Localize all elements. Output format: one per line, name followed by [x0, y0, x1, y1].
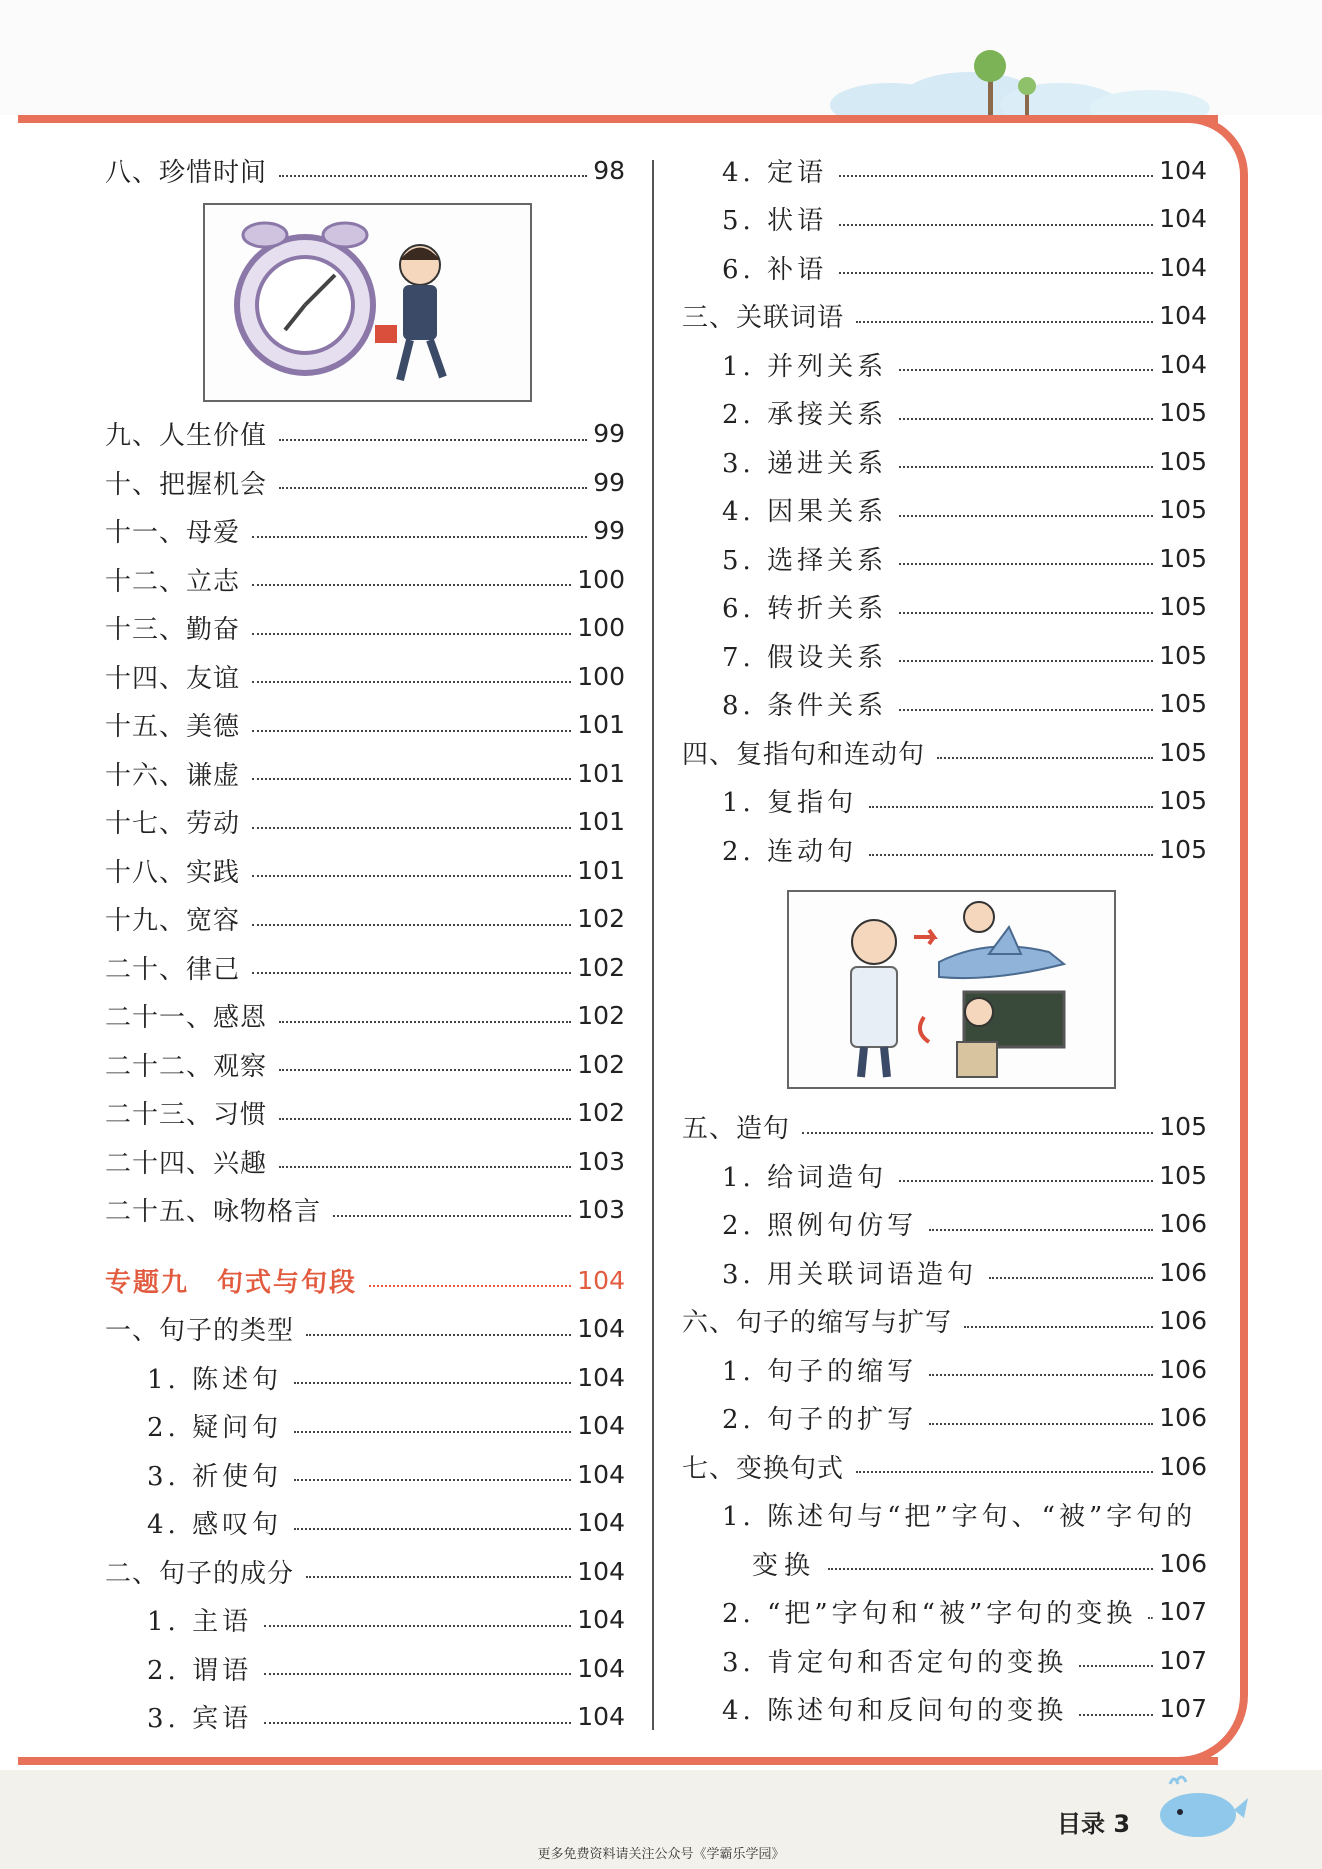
- leader-dots: [839, 272, 1153, 274]
- toc-entry-title: 5. 状语: [722, 206, 828, 237]
- leader-dots: [899, 709, 1153, 711]
- toc-entry-page: 98: [593, 155, 625, 185]
- toc-entry-page: 100: [577, 613, 625, 643]
- toc-entry[interactable]: [682, 1685, 1207, 1734]
- toc-entry[interactable]: [105, 1186, 625, 1235]
- leader-dots: [869, 854, 1153, 856]
- illustration-scientist-airplane-teacher: [787, 890, 1116, 1089]
- leader-dots: [306, 1576, 571, 1578]
- toc-entry-page: 104: [1159, 204, 1207, 234]
- toc-entry[interactable]: [105, 1137, 625, 1186]
- leader-dots: [252, 827, 571, 829]
- leader-dots: [899, 466, 1153, 468]
- toc-entry[interactable]: [682, 631, 1207, 680]
- toc-entry[interactable]: [105, 1256, 625, 1305]
- toc-entry[interactable]: [105, 1450, 625, 1499]
- leader-dots: [252, 875, 571, 877]
- leader-dots: [929, 1229, 1153, 1231]
- toc-entry-page: 99: [593, 419, 625, 449]
- toc-entry[interactable]: [682, 534, 1207, 583]
- leader-dots: [294, 1528, 571, 1530]
- leader-dots: [333, 1215, 571, 1217]
- toc-entry[interactable]: [682, 389, 1207, 438]
- toc-entry[interactable]: [105, 1040, 625, 1089]
- toc-entry-title: 1. 给词造句: [722, 1162, 888, 1193]
- toc-entry-page: 104: [1159, 349, 1207, 379]
- whale-icon: [1140, 1770, 1250, 1840]
- leader-dots: [252, 924, 571, 926]
- toc-entry[interactable]: [682, 486, 1207, 535]
- toc-entry[interactable]: [682, 1491, 1207, 1540]
- toc-entry-page: 104: [577, 1362, 625, 1392]
- toc-entry[interactable]: [105, 895, 625, 944]
- leader-dots: [294, 1382, 571, 1384]
- toc-entry-page: 106: [1159, 1354, 1207, 1384]
- toc-entry-title: 四、复指句和连动句: [682, 739, 926, 770]
- toc-entry-title: 三、关联词语: [682, 303, 845, 334]
- toc-entry[interactable]: [105, 798, 625, 847]
- toc-entry-title: 十五、美德: [105, 712, 241, 743]
- toc-entry-page: 101: [577, 758, 625, 788]
- toc-entry-title: 2. 谓语: [147, 1655, 253, 1686]
- leader-dots: [252, 681, 571, 683]
- toc-entry-title: 二十、律己: [105, 954, 241, 985]
- toc-entry-page: 105: [1159, 398, 1207, 428]
- toc-entry[interactable]: [105, 410, 625, 459]
- leader-dots: [856, 1471, 1153, 1473]
- toc-entry[interactable]: [105, 1499, 625, 1548]
- toc-entry-title: 二十五、咏物格言: [105, 1197, 322, 1228]
- toc-entry[interactable]: [682, 1588, 1207, 1637]
- toc-entry[interactable]: [105, 1402, 625, 1451]
- toc-entry-page: 105: [1159, 592, 1207, 622]
- leader-dots: [264, 1722, 571, 1724]
- toc-entry[interactable]: [105, 652, 625, 701]
- leader-dots: [899, 515, 1153, 517]
- toc-entry-page: 100: [577, 564, 625, 594]
- toc-entry[interactable]: [105, 1353, 625, 1402]
- toc-entry-title: 十四、友谊: [105, 663, 241, 694]
- toc-entry-page: 99: [593, 516, 625, 546]
- toc-entry-page: 104: [577, 1265, 625, 1295]
- leader-dots: [899, 418, 1153, 420]
- toc-entry[interactable]: [105, 846, 625, 895]
- toc-entry-page: 107: [1159, 1694, 1207, 1724]
- toc-entry-title: 十三、勤奋: [105, 615, 241, 646]
- toc-entry-title: 1. 句子的缩写: [722, 1356, 918, 1387]
- toc-entry-title: 2. 句子的扩写: [722, 1405, 918, 1436]
- leader-dots: [264, 1673, 571, 1675]
- toc-entry-page: 106: [1159, 1548, 1207, 1578]
- leader-dots: [279, 175, 587, 177]
- toc-entry-title: 3. 宾语: [147, 1704, 253, 1735]
- leader-dots: [279, 1166, 571, 1168]
- leader-dots: [899, 563, 1153, 565]
- toc-entry[interactable]: [105, 146, 625, 195]
- toc-entry-page: 103: [577, 1146, 625, 1176]
- toc-entry-page: 101: [577, 855, 625, 885]
- toc-entry-title: 4. 定语: [722, 157, 828, 188]
- toc-entry[interactable]: [682, 1103, 1207, 1152]
- toc-entry-page: 105: [1159, 1160, 1207, 1190]
- toc-entry-title: 4. 陈述句和反问句的变换: [722, 1696, 1068, 1727]
- leader-dots: [252, 633, 571, 635]
- page-number-label: 目录 3: [1057, 1810, 1131, 1838]
- toc-entry-page: 99: [593, 467, 625, 497]
- toc-entry[interactable]: [682, 1248, 1207, 1297]
- toc-entry-title: 1. 主语: [147, 1607, 253, 1638]
- illustration-alarm-clock-running-man: [203, 203, 532, 402]
- toc-entry-title: 二十一、感恩: [105, 1003, 268, 1034]
- toc-entry-page: 104: [577, 1459, 625, 1489]
- toc-entry-page: 107: [1159, 1597, 1207, 1627]
- toc-entry-title: 二、句子的成分: [105, 1558, 295, 1589]
- toc-entry-title: 十二、立志: [105, 566, 241, 597]
- toc-entry-title: 十一、母爱: [105, 518, 241, 549]
- toc-left-column: [105, 146, 625, 1741]
- toc-entry-page: 102: [577, 904, 625, 934]
- leader-dots: [929, 1423, 1153, 1425]
- toc-entry-title: 十七、劳动: [105, 809, 241, 840]
- toc-entry[interactable]: [682, 1151, 1207, 1200]
- leader-dots: [306, 1334, 571, 1336]
- toc-entry-title: 2. 照例句仿写: [722, 1211, 918, 1242]
- toc-entry-page: 104: [577, 1556, 625, 1586]
- toc-entry-title: 十六、谦虚: [105, 760, 241, 791]
- toc-entry[interactable]: [105, 1305, 625, 1354]
- leader-dots: [279, 1069, 571, 1071]
- leader-dots: [264, 1625, 571, 1627]
- toc-entry-page: 105: [1159, 786, 1207, 816]
- toc-entry-title: 十九、宽容: [105, 906, 241, 937]
- toc-entry-title: 1. 陈述句与“把”字句、“被”字句的: [722, 1502, 1197, 1533]
- toc-entry-page: 104: [1159, 301, 1207, 331]
- toc-entry[interactable]: [105, 555, 625, 604]
- toc-entry-page: 102: [577, 1098, 625, 1128]
- toc-entry-title: 2. “把”字句和“被”字句的变换: [722, 1599, 1137, 1630]
- toc-entry-page: 104: [577, 1702, 625, 1732]
- leader-dots: [279, 1021, 571, 1023]
- toc-entry-page: 105: [1159, 543, 1207, 573]
- toc-entry-page: 104: [577, 1314, 625, 1344]
- toc-entry-title: 3. 肯定句和否定句的变换: [722, 1647, 1068, 1678]
- toc-entry[interactable]: [682, 1394, 1207, 1443]
- toc-entry[interactable]: [682, 340, 1207, 389]
- toc-entry[interactable]: [682, 437, 1207, 486]
- leader-dots: [899, 660, 1153, 662]
- leader-dots: [1079, 1714, 1153, 1716]
- toc-entry-title: 1. 陈述句: [147, 1364, 283, 1395]
- leader-dots: [1148, 1617, 1153, 1619]
- toc-entry-title: 八、珍惜时间: [105, 157, 268, 188]
- toc-entry[interactable]: [682, 195, 1207, 244]
- toc-entry-title: 十、把握机会: [105, 469, 268, 500]
- toc-entry[interactable]: [105, 1547, 625, 1596]
- toc-entry-title: 十八、实践: [105, 857, 241, 888]
- leader-dots: [279, 1118, 571, 1120]
- toc-entry-page: 104: [577, 1605, 625, 1635]
- toc-entry[interactable]: [682, 1636, 1207, 1685]
- toc-entry-title: 1. 复指句: [722, 788, 858, 819]
- toc-entry-page: 102: [577, 1049, 625, 1079]
- toc-entry[interactable]: [682, 680, 1207, 729]
- toc-entry-page: 105: [1159, 446, 1207, 476]
- toc-entry-page: 104: [577, 1653, 625, 1683]
- leader-dots: [369, 1285, 571, 1287]
- leader-dots: [839, 175, 1153, 177]
- toc-entry-title: 二十二、观察: [105, 1051, 268, 1082]
- toc-entry-title: 3. 祈使句: [147, 1461, 283, 1492]
- toc-entry[interactable]: [105, 943, 625, 992]
- toc-entry[interactable]: [105, 458, 625, 507]
- toc-entry-page: 106: [1159, 1306, 1207, 1336]
- toc-entry-title: 2. 连动句: [722, 836, 858, 867]
- toc-entry-title: 3. 用关联词语造句: [722, 1259, 978, 1290]
- toc-entry-page: 106: [1159, 1209, 1207, 1239]
- leader-dots: [252, 536, 587, 538]
- toc-entry-title: 七、变换句式: [682, 1453, 845, 1484]
- toc-entry[interactable]: [682, 146, 1207, 195]
- toc-entry[interactable]: [105, 1089, 625, 1138]
- toc-entry-title: 6. 补语: [722, 254, 828, 285]
- toc-entry-title: 九、人生价值: [105, 421, 268, 452]
- toc-entry-page: 105: [1159, 737, 1207, 767]
- toc-entry-page: 104: [1159, 155, 1207, 185]
- leader-dots: [856, 321, 1153, 323]
- toc-entry-title: 一、句子的类型: [105, 1316, 295, 1347]
- toc-entry-page: 104: [577, 1508, 625, 1538]
- toc-entry-title: 4. 感叹句: [147, 1510, 283, 1541]
- toc-entry[interactable]: [682, 728, 1207, 777]
- toc-entry-page: 107: [1159, 1645, 1207, 1675]
- toc-entry[interactable]: [105, 1596, 625, 1645]
- toc-entry-title: 专题九 句式与句段: [105, 1267, 358, 1298]
- toc-entry-title: 六、句子的缩写与扩写: [682, 1308, 953, 1339]
- leader-dots: [279, 487, 587, 489]
- leader-dots: [899, 1180, 1153, 1182]
- toc-entry-page: 105: [1159, 640, 1207, 670]
- toc-entry-page: 104: [577, 1411, 625, 1441]
- toc-entry-page: 103: [577, 1195, 625, 1225]
- toc-entry-title: 5. 选择关系: [722, 545, 888, 576]
- toc-entry[interactable]: [105, 507, 625, 556]
- toc-entry-title: 变换: [752, 1550, 817, 1581]
- toc-entry[interactable]: [682, 1345, 1207, 1394]
- toc-entry[interactable]: [682, 1539, 1207, 1588]
- leader-dots: [1079, 1665, 1153, 1667]
- leader-dots: [252, 730, 571, 732]
- toc-entry-title: 4. 因果关系: [722, 497, 888, 528]
- leader-dots: [989, 1277, 1153, 1279]
- toc-entry[interactable]: [682, 583, 1207, 632]
- toc-entry[interactable]: [682, 292, 1207, 341]
- toc-entry-title: 二十四、兴趣: [105, 1148, 268, 1179]
- leader-dots: [828, 1568, 1153, 1570]
- toc-entry-page: 106: [1159, 1403, 1207, 1433]
- toc-entry[interactable]: [105, 992, 625, 1041]
- toc-entry-title: 3. 递进关系: [722, 448, 888, 479]
- toc-entry-title: 二十三、习惯: [105, 1100, 268, 1131]
- leader-dots: [294, 1479, 571, 1481]
- leader-dots: [252, 778, 571, 780]
- toc-entry-title: 1. 并列关系: [722, 351, 888, 382]
- toc-entry-page: 106: [1159, 1451, 1207, 1481]
- leader-dots: [294, 1431, 571, 1433]
- leader-dots: [839, 224, 1153, 226]
- trees-clouds-decoration: [830, 50, 1210, 120]
- toc-entry-title: 2. 承接关系: [722, 400, 888, 431]
- toc-entry-page: 102: [577, 1001, 625, 1031]
- column-divider: [652, 160, 654, 1730]
- toc-entry[interactable]: [682, 777, 1207, 826]
- toc-entry-page: 105: [1159, 689, 1207, 719]
- toc-entry-title: 五、造句: [682, 1114, 791, 1145]
- leader-dots: [802, 1132, 1153, 1134]
- leader-dots: [899, 612, 1153, 614]
- leader-dots: [929, 1374, 1153, 1376]
- footer-note: 更多免费资料请关注公众号《学霸乐学园》: [537, 1847, 785, 1862]
- toc-entry-page: 106: [1159, 1257, 1207, 1287]
- toc-entry[interactable]: [682, 825, 1207, 874]
- toc-entry[interactable]: [105, 1644, 625, 1693]
- toc-right-column: [682, 146, 1207, 1733]
- toc-entry-page: 104: [1159, 252, 1207, 282]
- leader-dots: [252, 972, 571, 974]
- toc-entry-page: 105: [1159, 834, 1207, 864]
- leader-dots: [252, 584, 571, 586]
- leader-dots: [937, 757, 1153, 759]
- toc-entry-page: 101: [577, 710, 625, 740]
- toc-entry-title: 8. 条件关系: [722, 691, 888, 722]
- toc-entry-page: 105: [1159, 495, 1207, 525]
- toc-entry-page: 105: [1159, 1112, 1207, 1142]
- leader-dots: [279, 439, 587, 441]
- toc-entry[interactable]: [105, 749, 625, 798]
- toc-entry-page: 102: [577, 952, 625, 982]
- toc-entry[interactable]: [105, 604, 625, 653]
- toc-entry[interactable]: [105, 1693, 625, 1742]
- toc-entry-page: 100: [577, 661, 625, 691]
- leader-dots: [869, 806, 1153, 808]
- frame-bottom-border: [18, 1757, 1218, 1765]
- leader-dots: [964, 1326, 1153, 1328]
- toc-entry[interactable]: [682, 1442, 1207, 1491]
- toc-entry-title: 7. 假设关系: [722, 642, 888, 673]
- toc-entry[interactable]: [105, 701, 625, 750]
- toc-entry[interactable]: [682, 1200, 1207, 1249]
- toc-entry-title: 2. 疑问句: [147, 1413, 283, 1444]
- leader-dots: [899, 369, 1153, 371]
- toc-entry-page: 101: [577, 807, 625, 837]
- toc-entry[interactable]: [682, 1297, 1207, 1346]
- toc-entry-title: 6. 转折关系: [722, 594, 888, 625]
- toc-entry[interactable]: [682, 243, 1207, 292]
